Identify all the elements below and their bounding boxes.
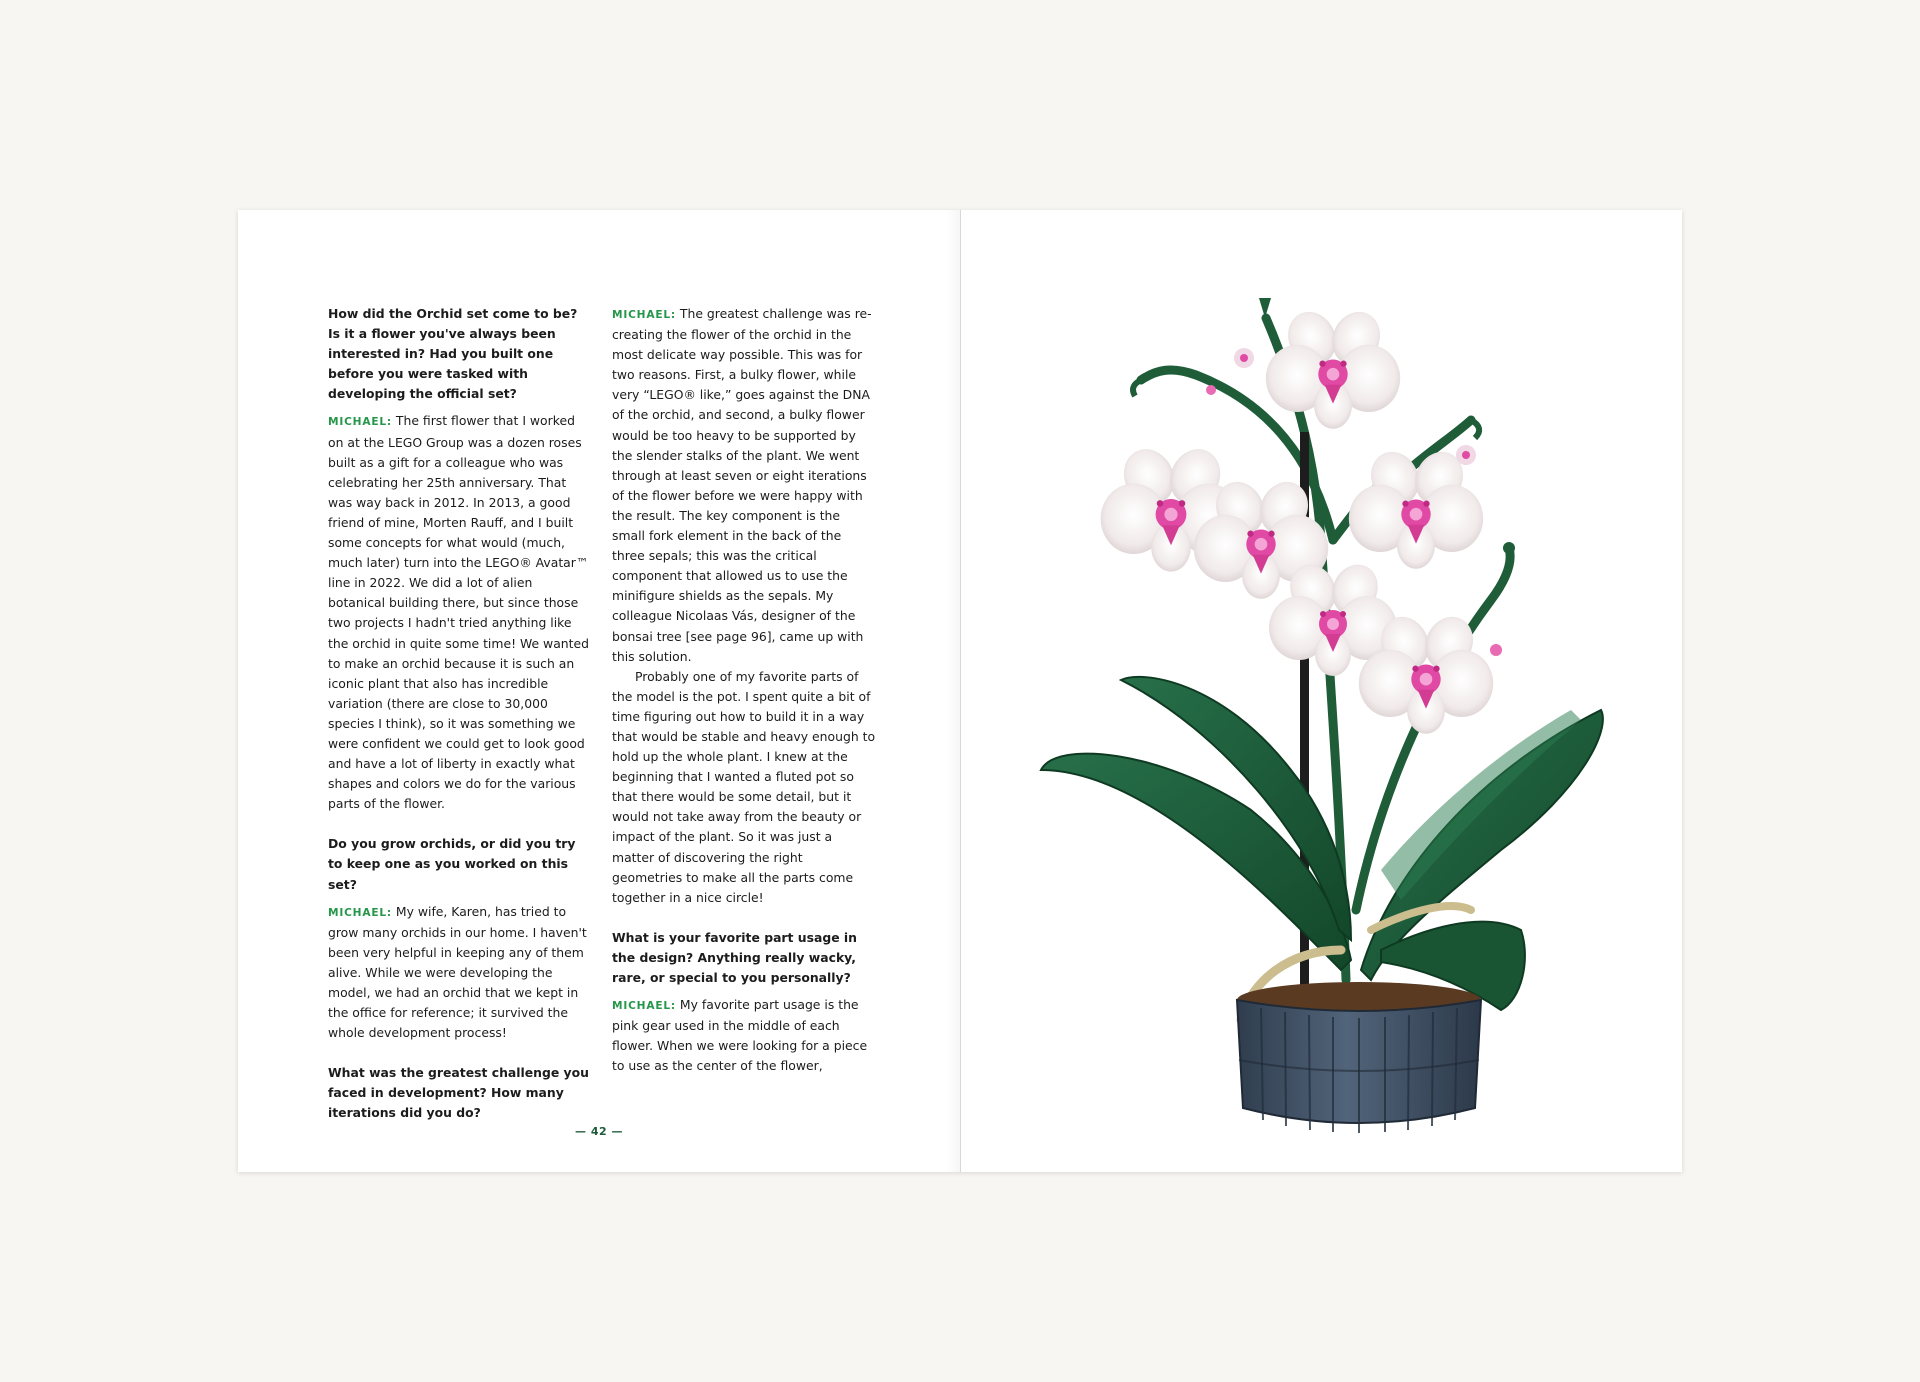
- question-2: Do you grow orchids, or did you try to keep one as you worked on this set?: [328, 836, 576, 892]
- speaker-label: MICHAEL:: [612, 309, 676, 321]
- question-4: What is your favorite part usage in the design? Anything really wacky, rare, or special to you personally?: [612, 929, 857, 985]
- answer-1: [328, 411, 592, 814]
- answer-4-text: My favorite part usage is the pink gear used in the middle of each flower. When we were looking for a piece to use as the center of the flower,: [612, 997, 868, 1074]
- flower-pot: [1237, 982, 1481, 1133]
- tendril: [1471, 420, 1479, 438]
- speaker-label: MICHAEL:: [328, 906, 392, 919]
- orchid-leaves: [1041, 677, 1603, 1010]
- page-number: — 42 —: [575, 1125, 623, 1138]
- answer-3-text: The greatest challenge was re-creating the flower of the orchid in the most delicate way possible. This was for two reasons. First, a bulky flower, while very “LEGO® like,” goes against the DNA of the orchid, and second, a bulky flower would be too heavy to be supported by the slender stalks of the plant. We went through at least seven or eight iterations of the flower before we were happy with the result. The key component is the small fork element in the back of the three sepals; this was the critical component that allowed us to use the minifigure shields as the sepals. My colleague Nicolaas Vás, designer of the bonsai tree [see page 96], came up with this solution.: [612, 306, 872, 664]
- right-page: [961, 210, 1683, 1172]
- speaker-label: MICHAEL:: [328, 416, 392, 429]
- question-1: How did the Orchid set come to be? Is it a flower you've always been interested in? Had you built one before you were tasked with developing the official set?: [328, 306, 578, 402]
- text-column-2: [612, 304, 876, 1076]
- orchid-photo: [961, 210, 1683, 1172]
- answer-3-continued: Probably one of my favorite parts of the model is the pot. I spent quite a bit of time figuring out how to build it in a way that would be stable and heavy enough to hold up the whole plant. I knew at the beginning that I wanted a fluted pot so that there would be some detail, but it would not take away from the beauty or impact of the plant. So it was just a matter of discovering the right geometries to make all the parts come together in a nice circle!: [612, 668, 876, 905]
- answer-2-text: My wife, Karen, has tried to grow many orchids in our home. I haven't been very helpful in keeping any of them alive. While we were developing the model, we had an orchid that we kept in the office for reference; it survived the whole development process!: [328, 903, 587, 1041]
- gutter-shadow: [946, 210, 960, 1172]
- left-page: [238, 210, 961, 1172]
- answer-1-text: The first flower that I worked on at the LEGO Group was a dozen roses built as a gift for a colleague who was celebrating her 25th anniversary. That was way back in 2012. In 2013, a good friend of mine, Morten Rauff, and I built some concepts for what would (much, much later) turn into the LEGO® Avatar™ line in 2022. We did a lot of alien botanical building there, but since those two projects I hadn't tried anything like the orchid in quite some time! We wanted to make an orchid because it is such an iconic plant that also has incredible variation (there are close to 30,000 species I think), so it was something we were confident we could get to look good and have a lot of liberty in exactly what shapes and colors we do for the various parts of the flower.: [328, 413, 589, 812]
- speaker-label: MICHAEL:: [612, 1000, 676, 1013]
- text-column-1: [328, 304, 592, 1124]
- answer-4: [612, 995, 876, 1076]
- question-3: What was the greatest challenge you faced in development? How many iterations did you do?: [328, 1065, 589, 1121]
- answer-3: [612, 304, 876, 667]
- stem-tip: [1503, 542, 1515, 554]
- tendril: [1133, 380, 1141, 396]
- book-spread: [238, 210, 1682, 1172]
- answer-2: [328, 902, 592, 1044]
